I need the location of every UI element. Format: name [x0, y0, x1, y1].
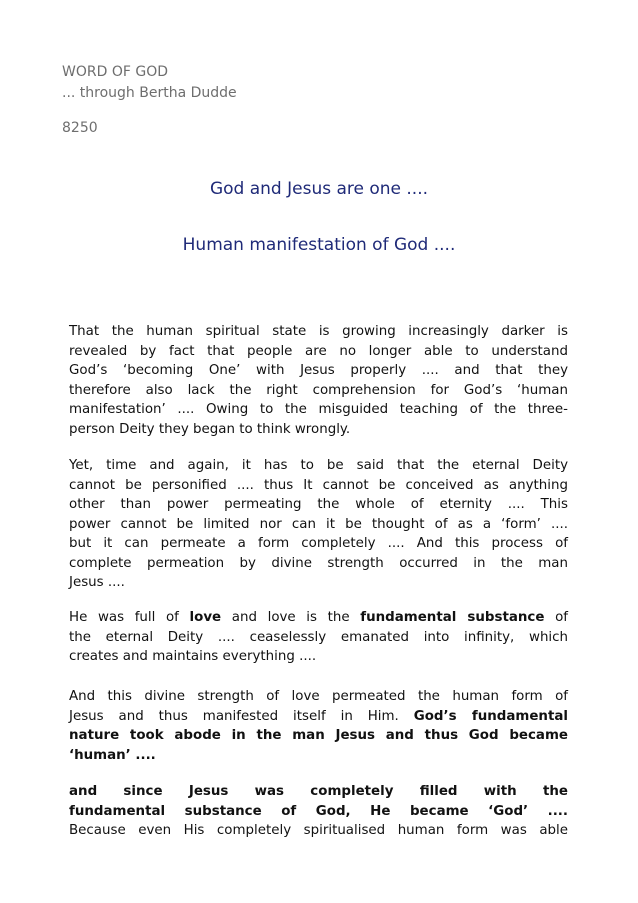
paragraph-2	[69, 456, 568, 593]
paragraph-line	[69, 707, 568, 727]
paragraph-line: power cannot be limited nor can it be thought of as a ‘form’ ....	[69, 516, 568, 532]
author-line: ... through Bertha Dudde	[62, 85, 237, 101]
emphasis-text: God’s fundamental	[413, 708, 568, 724]
paragraph-4	[69, 687, 568, 765]
paragraph-line: but it can permeate a form completely .... And this process of	[69, 536, 568, 551]
paragraph-line-bold: and since Jesus was completely filled with the	[69, 784, 568, 799]
paragraph-line: Yet, time and again, it has to be said that the eternal Deity	[69, 458, 568, 473]
paragraph-3	[69, 608, 568, 667]
paragraph-line: Because even His completely spiritualised human form was able	[69, 823, 568, 838]
page-subtitle: Human manifestation of God ....	[182, 235, 456, 255]
paragraph-1	[69, 322, 568, 439]
text-run: and love is the	[221, 610, 361, 625]
paragraph-line: Jesus ....	[69, 575, 125, 590]
paragraph-line: manifestation’ .... Owing to the misguided teaching of the three-	[69, 402, 568, 417]
source-label: WORD OF GOD	[62, 64, 168, 80]
paragraph-line: the eternal Deity .... ceaselessly emanated into infinity, which	[69, 629, 568, 645]
page-title: God and Jesus are one ....	[209, 179, 429, 199]
paragraph-line: other than power permeating the whole of eternity .... This	[69, 497, 568, 512]
paragraph-line-bold: ‘human’ ....	[69, 747, 156, 763]
paragraph-line: therefore also lack the right comprehension for God’s ‘human	[69, 382, 568, 398]
paragraph-line: person Deity they began to think wrongly.	[69, 421, 351, 437]
paragraph-line: complete permeation by divine strength occurred in the man	[69, 555, 568, 571]
paragraph-line: cannot be personified .... thus It cannot be conceived as anything	[69, 477, 568, 493]
paragraph-5	[69, 782, 568, 841]
paragraph-line: That the human spiritual state is growing increasingly darker is	[69, 324, 568, 339]
emphasis-fundamental-substance: fundamental substance	[360, 610, 545, 625]
paragraph-line	[69, 608, 568, 628]
emphasis-love: love	[189, 610, 222, 625]
paragraph-line-bold: nature took abode in the man Jesus and thus God became	[69, 728, 568, 743]
message-number: 8250	[62, 120, 98, 136]
text-run: He was full of	[69, 610, 190, 625]
text-run: of	[544, 610, 568, 625]
paragraph-line: God’s ‘becoming One’ with Jesus properly .... and that they	[69, 363, 568, 378]
paragraph-line: revealed by fact that people are no longer able to understand	[69, 343, 568, 359]
paragraph-line: creates and maintains everything ....	[69, 649, 317, 664]
paragraph-line-bold: fundamental substance of God, He became ‘God’ ....	[69, 803, 568, 819]
text-run: Jesus and thus manifested itself in Him.	[69, 708, 414, 724]
paragraph-line: And this divine strength of love permeated the human form of	[69, 689, 568, 704]
